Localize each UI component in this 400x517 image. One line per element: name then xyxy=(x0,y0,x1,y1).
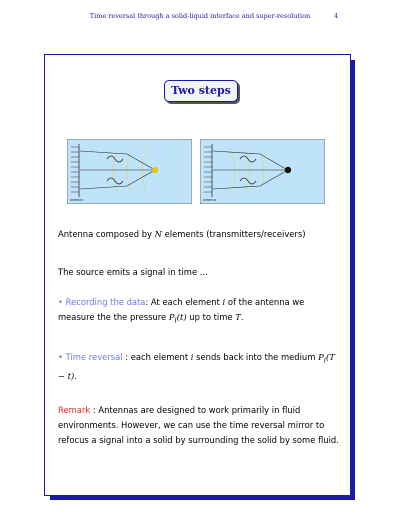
focus-point xyxy=(285,167,291,173)
paragraph-time-reversal xyxy=(58,350,343,384)
para2-text: The source emits a signal in time ... xyxy=(58,267,208,277)
paragraph-source xyxy=(58,265,343,280)
math-n: N xyxy=(154,229,162,239)
remark-label: Remark xyxy=(58,405,91,415)
bullet: • xyxy=(58,297,63,307)
math-i: i xyxy=(222,297,226,307)
math-t: T xyxy=(235,312,241,322)
recording-figure xyxy=(67,139,192,204)
page-number: 4 xyxy=(333,12,338,20)
running-header xyxy=(0,12,400,20)
running-title: Time reversal through a solid-liquid interface and super-resolution xyxy=(89,12,311,20)
para4-text-b: sends back into the medium xyxy=(193,352,319,362)
paragraph-recording xyxy=(58,295,343,329)
paragraph-remark xyxy=(58,403,343,448)
para3-text-c: up to time xyxy=(186,312,236,322)
para3-text-d: . xyxy=(240,312,244,322)
math-arg: (T − t) xyxy=(58,352,335,381)
math-p-sub: i xyxy=(323,356,326,365)
water-region xyxy=(67,139,192,204)
time-reversal-heading: Time reversal xyxy=(65,352,123,362)
remark-text: : Antennas are designed to work primarily in fluid environments. However, we can use the time reversal mirror to refocus a signal into a solid by surrounding the solid by some fluid. xyxy=(58,405,339,445)
para4-text-a: : each element xyxy=(122,352,191,362)
math-i: i xyxy=(190,352,194,362)
recording-heading: Recording the data xyxy=(65,297,146,307)
slide-title: Two steps xyxy=(164,80,238,102)
para3-text-b: of the antenna we measure the the pressure xyxy=(58,297,305,322)
antenna-label: antenna xyxy=(203,198,217,202)
math-p-sub: i xyxy=(174,316,177,325)
para1-text-a: Antenna composed by xyxy=(58,229,155,239)
source-point xyxy=(152,167,158,173)
antenna-label: antenna xyxy=(70,198,84,202)
math-p: P xyxy=(318,352,324,362)
para1-text-b: elements (transmitters/receivers) xyxy=(161,229,306,239)
slide xyxy=(44,54,351,496)
math-p-arg: (t) xyxy=(176,312,187,322)
para3-text-a: : At each element xyxy=(145,297,223,307)
bullet: • xyxy=(58,352,63,362)
paragraph-antenna xyxy=(58,227,343,242)
time-reversal-figure xyxy=(200,139,325,204)
water-region xyxy=(200,139,325,204)
math-p: P xyxy=(168,312,175,322)
para4-text-c: . xyxy=(74,370,77,381)
